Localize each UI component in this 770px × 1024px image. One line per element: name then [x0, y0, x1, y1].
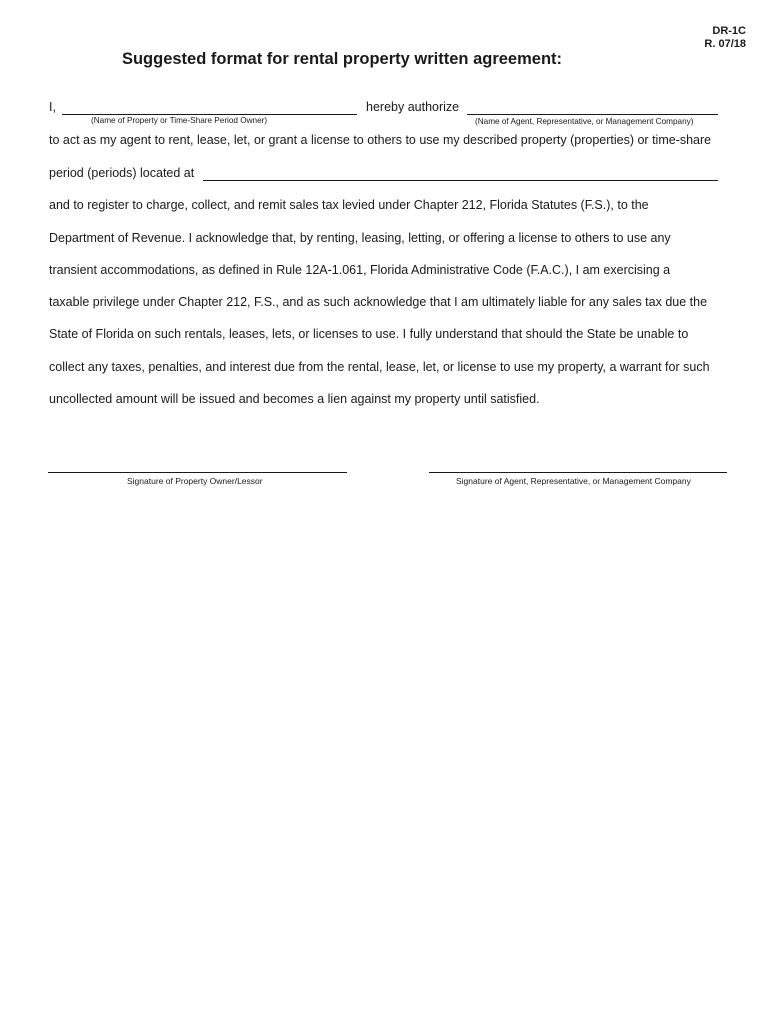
body-line: taxable privilege under Chapter 212, F.S., and as such acknowledge that I am ultimately liable for any sales tax due the [49, 295, 708, 309]
body-line: State of Florida on such rentals, leases, lets, or licenses to use. I fully understand that should the State be unable to [49, 327, 689, 341]
agent-name-field[interactable] [467, 114, 718, 115]
agent-name-caption: (Name of Agent, Representative, or Management Company) [475, 117, 694, 126]
body-line: and to register to charge, collect, and remit sales tax levied under Chapter 212, Florida Statutes (F.S.), to the [49, 198, 649, 212]
form-identifier [704, 25, 746, 51]
owner-name-caption: (Name of Property or Time-Share Period Owner) [91, 116, 268, 125]
body-line: uncollected amount will be issued and becomes a lien against my property until satisfied. [49, 392, 540, 406]
form-revision: R. 07/18 [704, 38, 746, 50]
body-line: collect any taxes, penalties, and interest due from the rental, lease, let, or license to use my property, a warrant for such [49, 360, 710, 374]
location-label: period (periods) located at [49, 166, 195, 180]
agent-signature-label: Signature of Agent, Representative, or Management Company [456, 476, 691, 486]
body-line: Department of Revenue. I acknowledge that, by renting, leasing, letting, or offering a license to others to use any [49, 231, 671, 245]
owner-signature-label: Signature of Property Owner/Lessor [127, 476, 263, 486]
owner-name-field[interactable] [62, 114, 357, 115]
form-number: DR-1C [712, 25, 746, 37]
authorization-middle: hereby authorize [366, 100, 460, 114]
page-title: Suggested format for rental property written agreement: [121, 50, 563, 68]
owner-signature-field[interactable] [48, 472, 347, 473]
body-line: transient accommodations, as defined in Rule 12A-1.061, Florida Administrative Code (F.A.C.), I am exercising a [49, 263, 671, 277]
agent-signature-field[interactable] [429, 472, 727, 473]
authorization-prefix: I, [49, 100, 56, 114]
property-location-field[interactable] [203, 180, 718, 181]
authorization-line-2: to act as my agent to rent, lease, let, or grant a license to others to use my described property (properties) or time-share [49, 133, 712, 147]
